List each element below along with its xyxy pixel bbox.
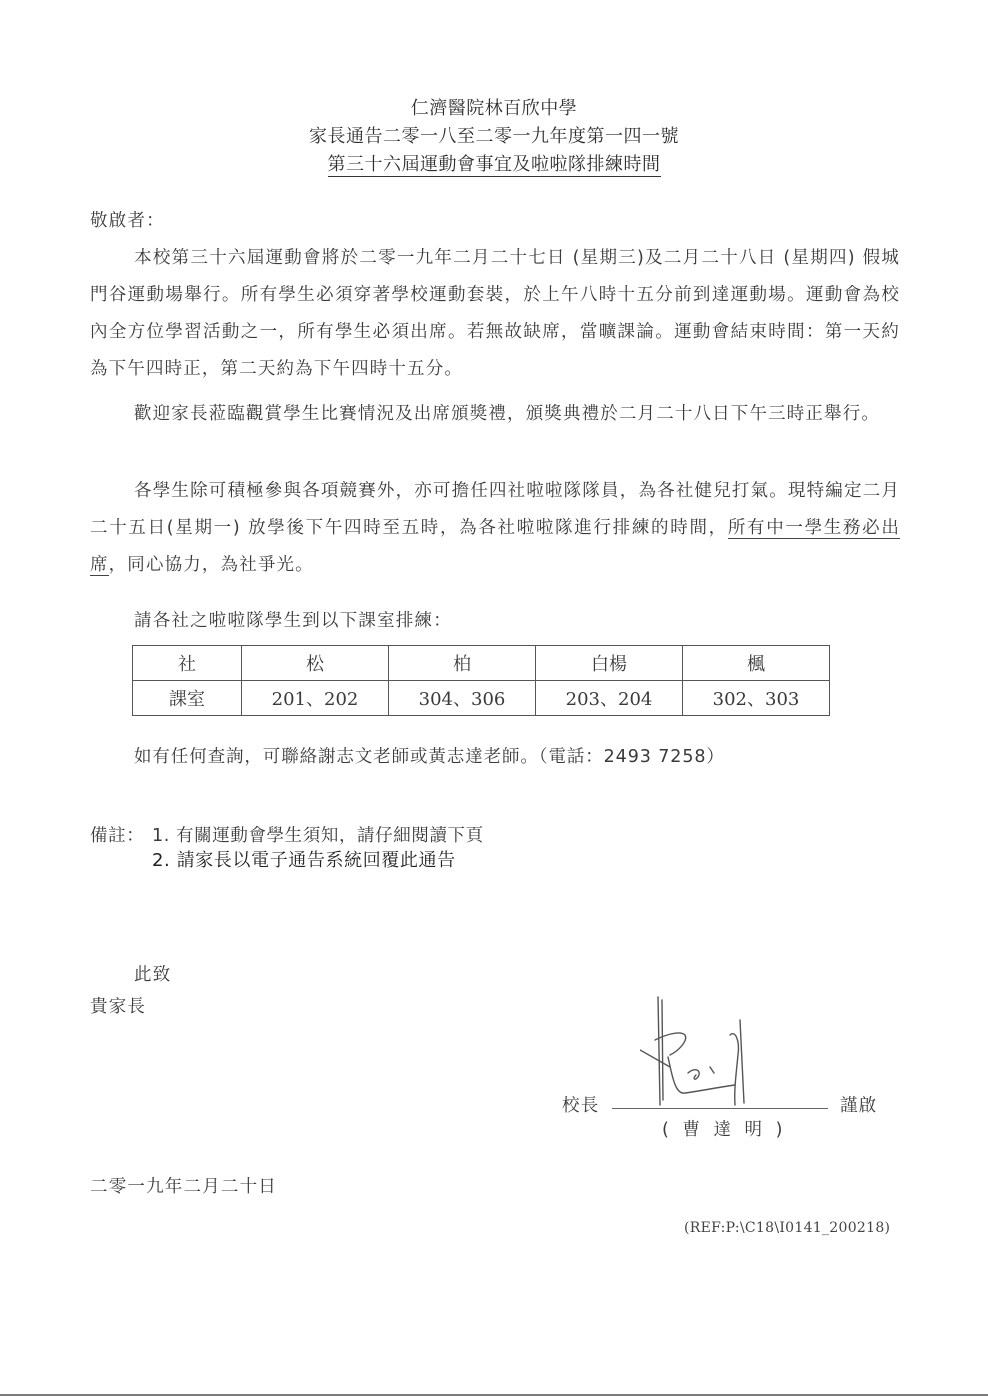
page-bottom-edge	[0, 1394, 988, 1396]
table-house-maple: 楓	[683, 646, 830, 681]
salutation: 敬啟者：	[90, 211, 165, 231]
table-house-cypress: 柏	[389, 646, 536, 681]
remarks-item-2: 2. 請家長以電子通告系統回覆此通告	[152, 850, 456, 871]
signature-line	[612, 1108, 828, 1109]
closing-line-2: 貴家長	[90, 997, 147, 1017]
principal-name: ( 曹 達 明 )	[662, 1120, 787, 1140]
notice-subject-text: 第三十六屆運動會事宜及啦啦隊排練時間	[327, 154, 661, 175]
table-row-label: 課室	[133, 681, 242, 716]
remarks-item-1: 1. 有關運動會學生須知，請仔細閱讀下頁	[152, 826, 484, 846]
notice-date: 二零一九年二月二十日	[90, 1177, 277, 1197]
table-header-row	[133, 646, 830, 681]
contact-info: 如有任何查詢，可聯絡謝志文老師或黃志達老師。（電話：2493 7258）	[134, 747, 725, 767]
paragraph-rehearsal-rooms: 請各社之啦啦隊學生到以下課室排練：	[134, 611, 452, 631]
table-header-label: 社	[133, 646, 242, 681]
paragraph-cheerleading	[90, 473, 900, 584]
table-row	[133, 681, 830, 716]
paragraph-cheerleading-emphasis: 所有中一學生務必出席	[90, 518, 900, 575]
table-room-maple: 302、303	[683, 681, 830, 716]
signature-respect: 謹啟	[840, 1096, 878, 1116]
reference-code: (REF:P:\C18\I0141_200218)	[684, 1220, 891, 1236]
paragraph-cheerleading-tail: ，同心協力，為社爭光。	[108, 555, 314, 575]
table-room-poplar: 203、204	[536, 681, 683, 716]
rehearsal-rooms-table	[132, 645, 830, 716]
signature-title: 校長	[562, 1096, 600, 1116]
paragraph-sports-day	[90, 240, 900, 388]
principal-signature	[640, 995, 790, 1110]
notice-subject	[0, 150, 988, 176]
notice-number: 家長通告二零一八至二零一九年度第一四一號	[309, 126, 679, 147]
table-room-cypress: 304、306	[389, 681, 536, 716]
paragraph-sports-day-text: 本校第三十六屆運動會將於二零一九年二月二十七日 (星期三)及二月二十八日 (星期四) 假城門谷運動場舉行。所有學生必須穿著學校運動套裝，於上午八時十五分前到達運動場。運動會為校內全方位學習活動之一，所有學生必須出席。若無故缺席，當曠課論。運動會結束時間：第一天約為下午四時正，第二天約為下午四時十五分。	[90, 248, 900, 379]
paragraph-prize-ceremony	[90, 396, 900, 433]
paragraph-cheerleading-text: 各學生除可積極參與各項競賽外，亦可擔任四社啦啦隊隊員，為各社健兒打氣。現特編定二月二十五日(星期一) 放學後下午四時至五時，為各社啦啦隊進行排練的時間，	[90, 481, 900, 538]
table-house-poplar: 白楊	[536, 646, 683, 681]
table-room-pine: 201、202	[242, 681, 389, 716]
paragraph-prize-ceremony-text: 歡迎家長蒞臨觀賞學生比賽情況及出席頒獎禮，頒獎典禮於二月二十八日下午三時正舉行。	[134, 404, 880, 424]
table-house-pine: 松	[242, 646, 389, 681]
school-name: 仁濟醫院林百欣中學	[410, 98, 578, 119]
remarks-label: 備註：	[90, 826, 145, 846]
closing-line-1: 此致	[134, 965, 172, 985]
